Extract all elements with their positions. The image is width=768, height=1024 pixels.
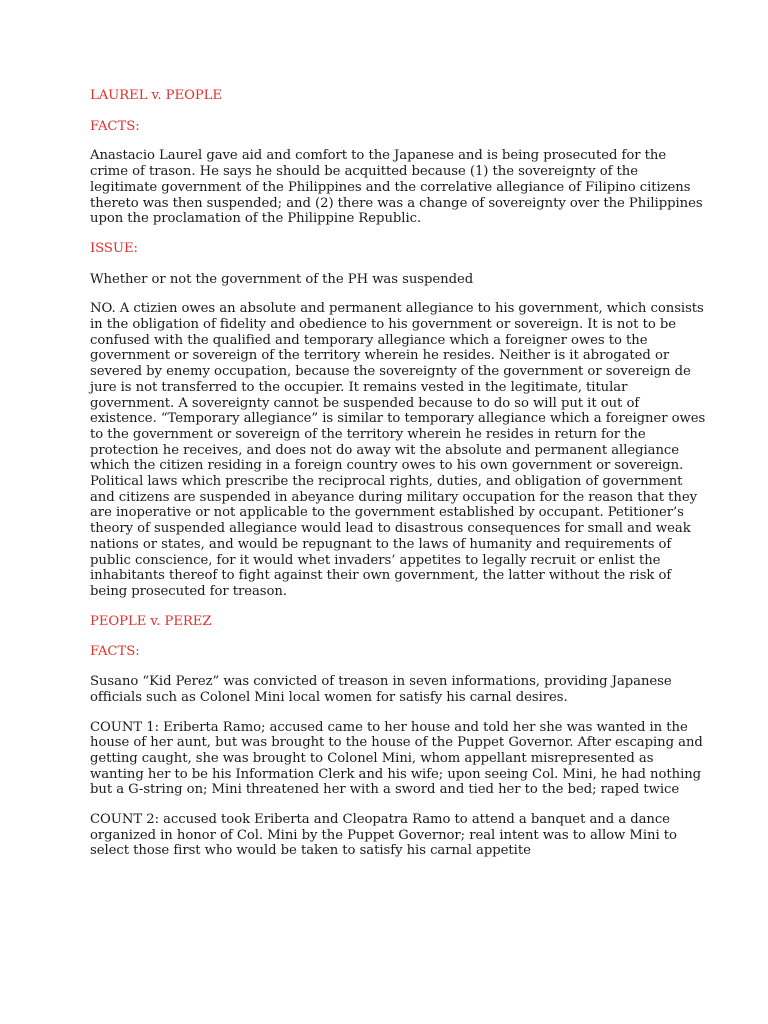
issue-heading-laurel: ISSUE: bbox=[90, 240, 138, 256]
case-title-laurel: LAUREL v. PEOPLE bbox=[90, 88, 222, 103]
facts-paragraph-laurel: Anastacio Laurel gave aid and comfort to the Japanese and is being prosecuted for the crime of trason. He says he should be acquitted because (1) the sovereignty of the legitimate government of the Philippines and the correlative allegiance of Filipino citizens thereto was then suspended; and (2) there was a change of sovereignty over the Philippines upon the proclamation of the Philippine Republic. bbox=[90, 148, 703, 227]
ruling-paragraph-laurel: NO. A ctizien owes an absolute and permanent allegiance to his government, which consists in the obligation of fidelity and obedience to his government or sovereign. It is not to be confused with the qualified and temporary allegiance which a foreigner owes to the government or sovereign of the territory wherein he resides. Neither is it abrogated or severed by enemy occupation, because the sovereignty of the government or sovereign de jure is not transferred to the occupier. It remains vested in the legitimate, titular government. A sovereignty cannot be suspended because to do so will put it out of existence. “Temporary allegiance” is similar to temporary allegiance which a foreigner owes to the government or sovereign of the territory wherein he resides in return for the protection he receives, and does not do away wit the absolute and permanent allegiance which the citizen residing in a foreign country owes to his own government or sovereign. Political laws which prescribe the reciprocal rights, duties, and obligation of government and citizens are suspended in abeyance during military occupation for the reason that they are inoperative or not applicable to the government established by occupant. Petitioner’s theory of suspended allegiance would lead to disastrous consequences for small and weak nations or states, and would be repugnant to the laws of humanity and requirements of public conscience, for it would whet invaders’ appetites to legally recruit or enlist the inhabitants thereof to fight against their own government, the latter without the risk of being prosecuted for treason. bbox=[90, 301, 706, 599]
issue-paragraph-laurel: Whether or not the government of the PH was suspended bbox=[90, 271, 474, 287]
case-title-perez: PEOPLE v. PEREZ bbox=[90, 613, 212, 629]
facts-heading-perez: FACTS: bbox=[90, 644, 140, 660]
document-page bbox=[90, 88, 708, 859]
count-2-paragraph: COUNT 2: accused took Eriberta and Cleopatra Ramo to attend a banquet and a dance organized in honor of Col. Mini by the Puppet Governor; real intent was to allow Mini to select those first who would be taken to satisfy his carnal appetite bbox=[90, 812, 677, 859]
facts-paragraph-perez: Susano “Kid Perez” was convicted of treason in seven informations, providing Japanese officials such as Colonel Mini local women for satisfy his carnal desires. bbox=[90, 674, 672, 705]
count-1-paragraph: COUNT 1: Eriberta Ramo; accused came to her house and told her she was wanted in the house of her aunt, but was brought to the house of the Puppet Governor. After escaping and getting caught, she was brought to Colonel Mini, whom appellant misrepresented as wanting her to be his Information Clerk and his wife; upon seeing Col. Mini, he had nothing but a G-string on; Mini threatened her with a sword and tied her to the bed; raped twice bbox=[90, 719, 703, 798]
facts-heading-laurel: FACTS: bbox=[90, 118, 140, 134]
